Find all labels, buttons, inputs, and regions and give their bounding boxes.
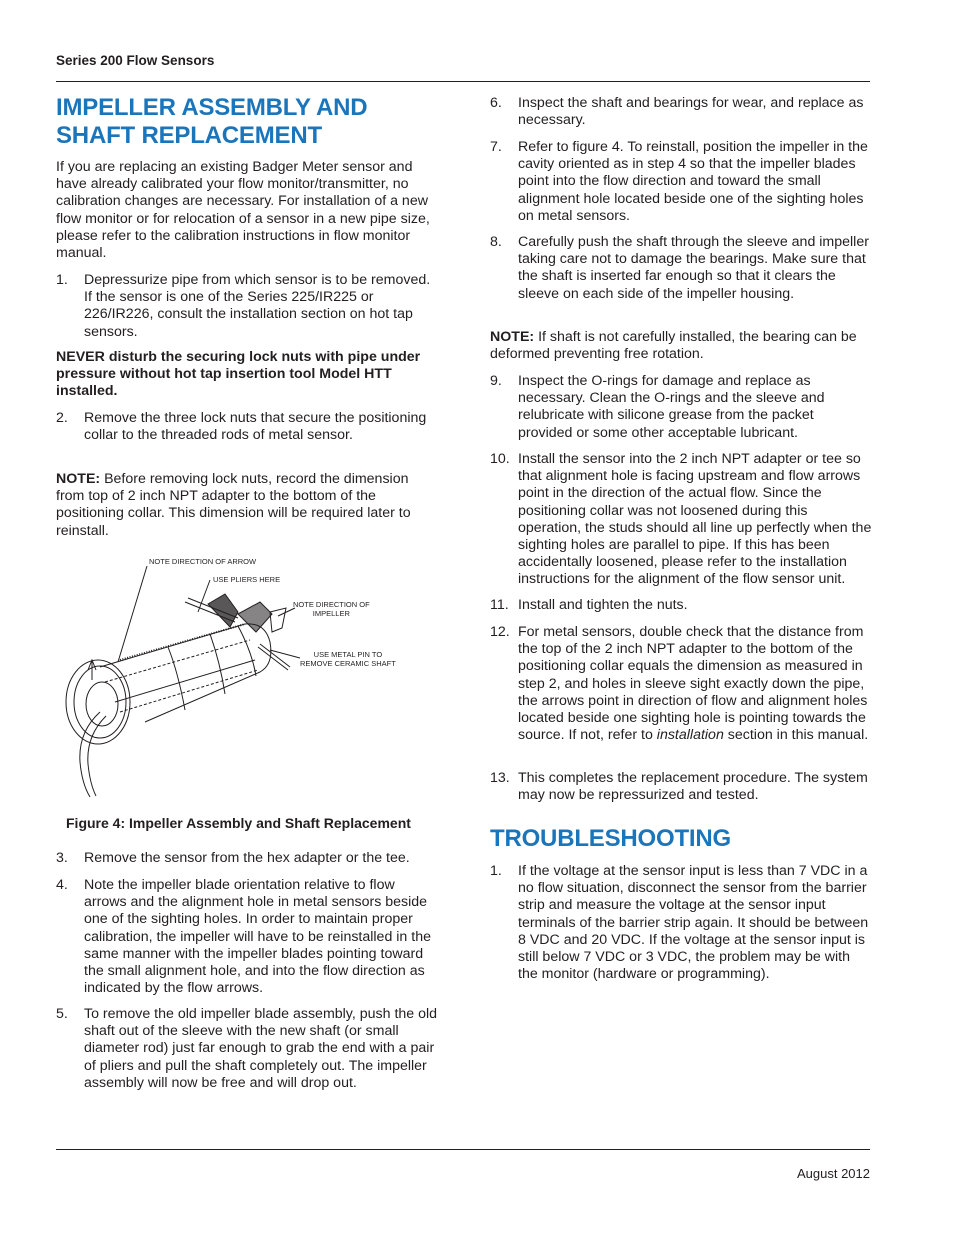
step-number: 6. <box>490 95 502 111</box>
step-text: If the voltage at the sensor input is less than 7 VDC in a no flow situation, disconnect the sensor from the barrier strip and measure the voltage at the sensor input terminals of the barrier strip again. It should be between 8 VDC and 20 VDC. If the voltage at the sensor input is still below 7 VDC or 3 VDC, the problem may be with the monitor (hardware or programming). <box>518 863 869 983</box>
section-heading-impeller: IMPELLER ASSEMBLY AND SHAFT REPLACEMENT <box>56 94 368 149</box>
list-item-step-11 <box>490 597 872 614</box>
list-item-step-9 <box>490 373 872 442</box>
step-text: Remove the three lock nuts that secure the positioning collar to the threaded rods of metal sensor. <box>84 410 427 444</box>
step-number: 12. <box>490 624 510 640</box>
step-number: 7. <box>490 139 502 155</box>
label-use-pliers: USE PLIERS HERE <box>213 575 281 584</box>
header-rule <box>56 81 870 82</box>
step-number: 2. <box>56 410 68 426</box>
label-arrow-direction: NOTE DIRECTION OF ARROW <box>149 557 257 566</box>
figure-impeller-assembly <box>60 552 430 807</box>
step-number: 4. <box>56 877 68 893</box>
list-item-step-12 <box>490 624 872 744</box>
impeller-assembly-drawing <box>60 552 430 807</box>
step-text: Inspect the O-rings for damage and replace as necessary. Clean the O-rings and the sleeve and relubricate with silicone grease from the packet provided or some other acceptable lubricant. <box>518 373 825 441</box>
step-text: Install the sensor into the 2 inch NPT adapter or tee so that alignment hole is facing upstream and flow arrows point in the direction of the actual flow. Since the positioning collar was not loosened during this operation, the studs should all line up perfectly when the sighting holes are parallel to pipe. If this has been accidentally loosened, please refer to the installation instructions for the alignment of the flow sensor unit. <box>518 451 872 588</box>
warning-paragraph: NEVER disturb the securing lock nuts with pipe under pressure without hot tap insertion tool Model HTT installed. <box>56 349 421 400</box>
label-impeller-direction: NOTE DIRECTION OF IMPELLER <box>293 600 370 618</box>
note-paragraph <box>56 471 438 540</box>
running-header: Series 200 Flow Sensors <box>56 53 215 68</box>
step-text: Remove the sensor from the hex adapter or the tee. <box>84 850 410 866</box>
step-number: 11. <box>490 597 509 613</box>
footer-date: August 2012 <box>796 1166 870 1181</box>
list-item-step-13 <box>490 770 872 804</box>
intro-paragraph: If you are replacing an existing Badger Meter sensor and have already calibrated your flow monitor/transmitter, no calibration changes are necessary. For installation of a new flow monitor or for relocation of a sensor in a new pipe size, please refer to the calibration instructions in flow monitor manual. <box>56 159 430 262</box>
list-item-step-2 <box>56 410 438 444</box>
figure-caption: Figure 4: Impeller Assembly and Shaft Replacement <box>66 815 411 831</box>
step-text: Install and tighten the nuts. <box>518 597 688 613</box>
label-metal-pin: USE METAL PIN TO REMOVE CERAMIC SHAFT <box>300 650 396 668</box>
step-number: 13. <box>490 770 510 786</box>
note-text: Before removing lock nuts, record the dimension from top of 2 inch NPT adapter to the bottom of the positioning collar. This dimension will be required later to reinstall. <box>56 471 411 539</box>
list-item-step-4 <box>56 877 438 997</box>
list-item-troubleshooting-1 <box>490 863 872 983</box>
step-number: 1. <box>56 272 68 288</box>
step-number: 1. <box>490 863 502 879</box>
list-item-step-3 <box>56 850 438 867</box>
step-number: 10. <box>490 451 510 467</box>
note-text: If shaft is not carefully installed, the bearing can be deformed preventing free rotation. <box>490 329 857 363</box>
step-text: This completes the replacement procedure. The system may now be repressurized and tested. <box>518 770 868 804</box>
footer-rule <box>56 1149 870 1150</box>
list-item-step-6 <box>490 95 872 129</box>
list-item-step-7 <box>490 139 872 225</box>
note-label: NOTE: <box>490 329 535 345</box>
step-text: Carefully push the shaft through the sleeve and impeller taking care not to damage the bearings. Make sure that the shaft is inserted far enough so that it clears the sleeve on each side of the impeller housing. <box>518 234 869 302</box>
section-heading-troubleshooting: TROUBLESHOOTING <box>490 825 731 852</box>
step-text: Depressurize pipe from which sensor is to be removed. If the sensor is one of the Series 225/IR225 or 226/IR226, consult the installation section on hot tap sensors. <box>84 272 431 340</box>
step-number: 3. <box>56 850 68 866</box>
step-text: For metal sensors, double check that the distance from the top of the 2 inch NPT adapter to the bottom of the positioning collar equals the dimension as measured in step 2, and holes in sleeve sight exactly down the pipe, the arrows point in direction of flow and alignment holes located beside one sighting hole is pointing towards the source. If not, refer to installation section in this manual. <box>518 624 869 744</box>
step-number: 5. <box>56 1006 68 1022</box>
step-text: Inspect the shaft and bearings for wear, and replace as necessary. <box>518 95 864 129</box>
step-text: Refer to figure 4. To reinstall, position the impeller in the cavity oriented as in step 4 so that the impeller blades point into the flow direction and toward the small alignment hole located beside one of the sighting holes on metal sensors. <box>518 139 868 224</box>
note-paragraph <box>490 329 872 363</box>
list-item-step-10 <box>490 451 872 589</box>
list-item-step-1 <box>56 272 438 341</box>
step-number: 9. <box>490 373 502 389</box>
step-text: Note the impeller blade orientation relative to flow arrows and the alignment hole in metal sensors beside one of the sighting holes. In order to maintain proper calibration, the impeller will have to be reinstalled in the same manner with the impeller blades pointing toward the small alignment hole, and into the flow direction as indicated by the flow arrows. <box>84 877 431 997</box>
list-item-step-5 <box>56 1006 438 1092</box>
installation-reference: installation <box>656 727 724 744</box>
step-number: 8. <box>490 234 502 250</box>
step-text: To remove the old impeller blade assembly, push the old shaft out of the sleeve with the new shaft (or small diameter rod) just far enough to grab the end with a pair of pliers and pull the shaft completely out. The impeller assembly will now be free and will drop out. <box>84 1006 438 1091</box>
note-label: NOTE: <box>56 471 101 487</box>
list-item-step-8 <box>490 234 872 303</box>
